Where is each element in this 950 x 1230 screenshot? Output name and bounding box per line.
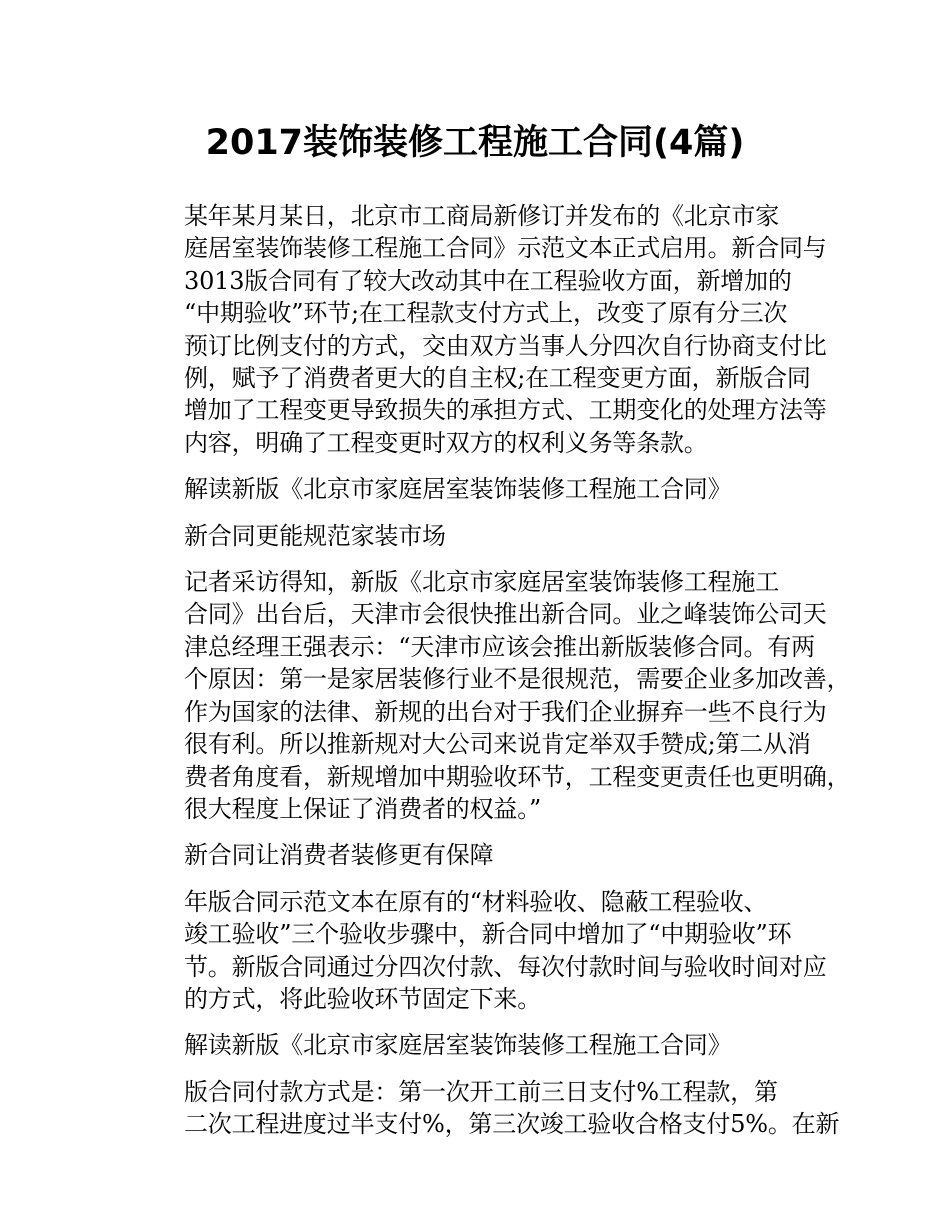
text-line: 新合同让消费者装修更有保障 [184, 841, 494, 870]
text-line: 节。新版合同通过分四次付款、每次付款时间与验收时间对应 [184, 952, 827, 981]
text-line: 解读新版《北京市家庭居室装饰装修工程施工合同》 [184, 475, 732, 504]
text-line: 新合同更能规范家装市场 [184, 521, 446, 550]
text-line: “中期验收”环节;在工程款支付方式上，改变了原有分三次 [184, 299, 788, 328]
text-line: 年版合同示范文本在原有的“材料验收、隐蔽工程验收、 [184, 887, 768, 916]
text-line: 费者角度看，新规增加中期验收环节，工程变更责任也更明确， [184, 762, 851, 791]
text-line: 很有利。所以推新规对大公司来说肯定举双手赞成;第二从消 [184, 730, 811, 759]
section-heading [140, 1029, 830, 1061]
text-line: 增加了工程变更导致损失的承担方式、工期变化的处理方法等 [184, 396, 827, 425]
document-title: 2017装饰装修工程施工合同(4篇) [205, 123, 745, 163]
text-line: 很大程度上保证了消费者的权益。” [184, 794, 542, 823]
text-line: 解读新版《北京市家庭居室装饰装修工程施工合同》 [184, 1031, 732, 1060]
paragraph-payment [140, 1076, 840, 1141]
text-line: 个原因：第一是家居装修行业不是很规范，需要企业多加改善， [184, 665, 851, 694]
text-line: 的方式，将此验收环节固定下来。 [184, 984, 541, 1013]
text-line: 二次工程进度过半支付%，第三次竣工验收合格支付5%。在新 [184, 1110, 840, 1139]
text-line: 津总经理王强表示：“天津市应该会推出新版装修合同。有两 [184, 632, 815, 661]
text-line: 合同》出台后，天津市会很快推出新合同。业之峰装饰公司天 [184, 600, 827, 629]
text-line: 某年某月某日，北京市工商局新修订并发布的《北京市家 [184, 202, 779, 230]
section-heading [140, 520, 830, 552]
paragraph-inspection [140, 886, 830, 1016]
text-line: 3013版合同有了较大改动其中在工程验收方面，新增加的 [184, 266, 792, 295]
paragraph-intro [140, 200, 830, 459]
text-line: 版合同付款方式是：第一次开工前三日支付%工程款，第 [184, 1077, 778, 1106]
text-line: 竣工验收”三个验收步骤中，新合同中增加了“中期验收”环 [184, 920, 792, 949]
text-line: 庭居室装饰装修工程施工合同》示范文本正式启用。新合同与 [184, 234, 827, 263]
section-heading [140, 839, 830, 871]
text-line: 内容，明确了工程变更时双方的权利义务等条款。 [184, 428, 708, 457]
text-line: 作为国家的法律、新规的出台对于我们企业摒弃一些不良行为 [184, 697, 827, 726]
text-line: 例，赋予了消费者更大的自主权;在工程变更方面，新版合同 [184, 364, 811, 393]
section-heading [140, 473, 830, 505]
paragraph-interview [140, 566, 851, 825]
text-line: 预订比例支付的方式，交由双方当事人分四次自行协商支付比 [184, 331, 827, 360]
text-line: 记者采访得知，新版《北京市家庭居室装饰装修工程施工 [184, 568, 779, 597]
document-body [140, 200, 851, 1155]
